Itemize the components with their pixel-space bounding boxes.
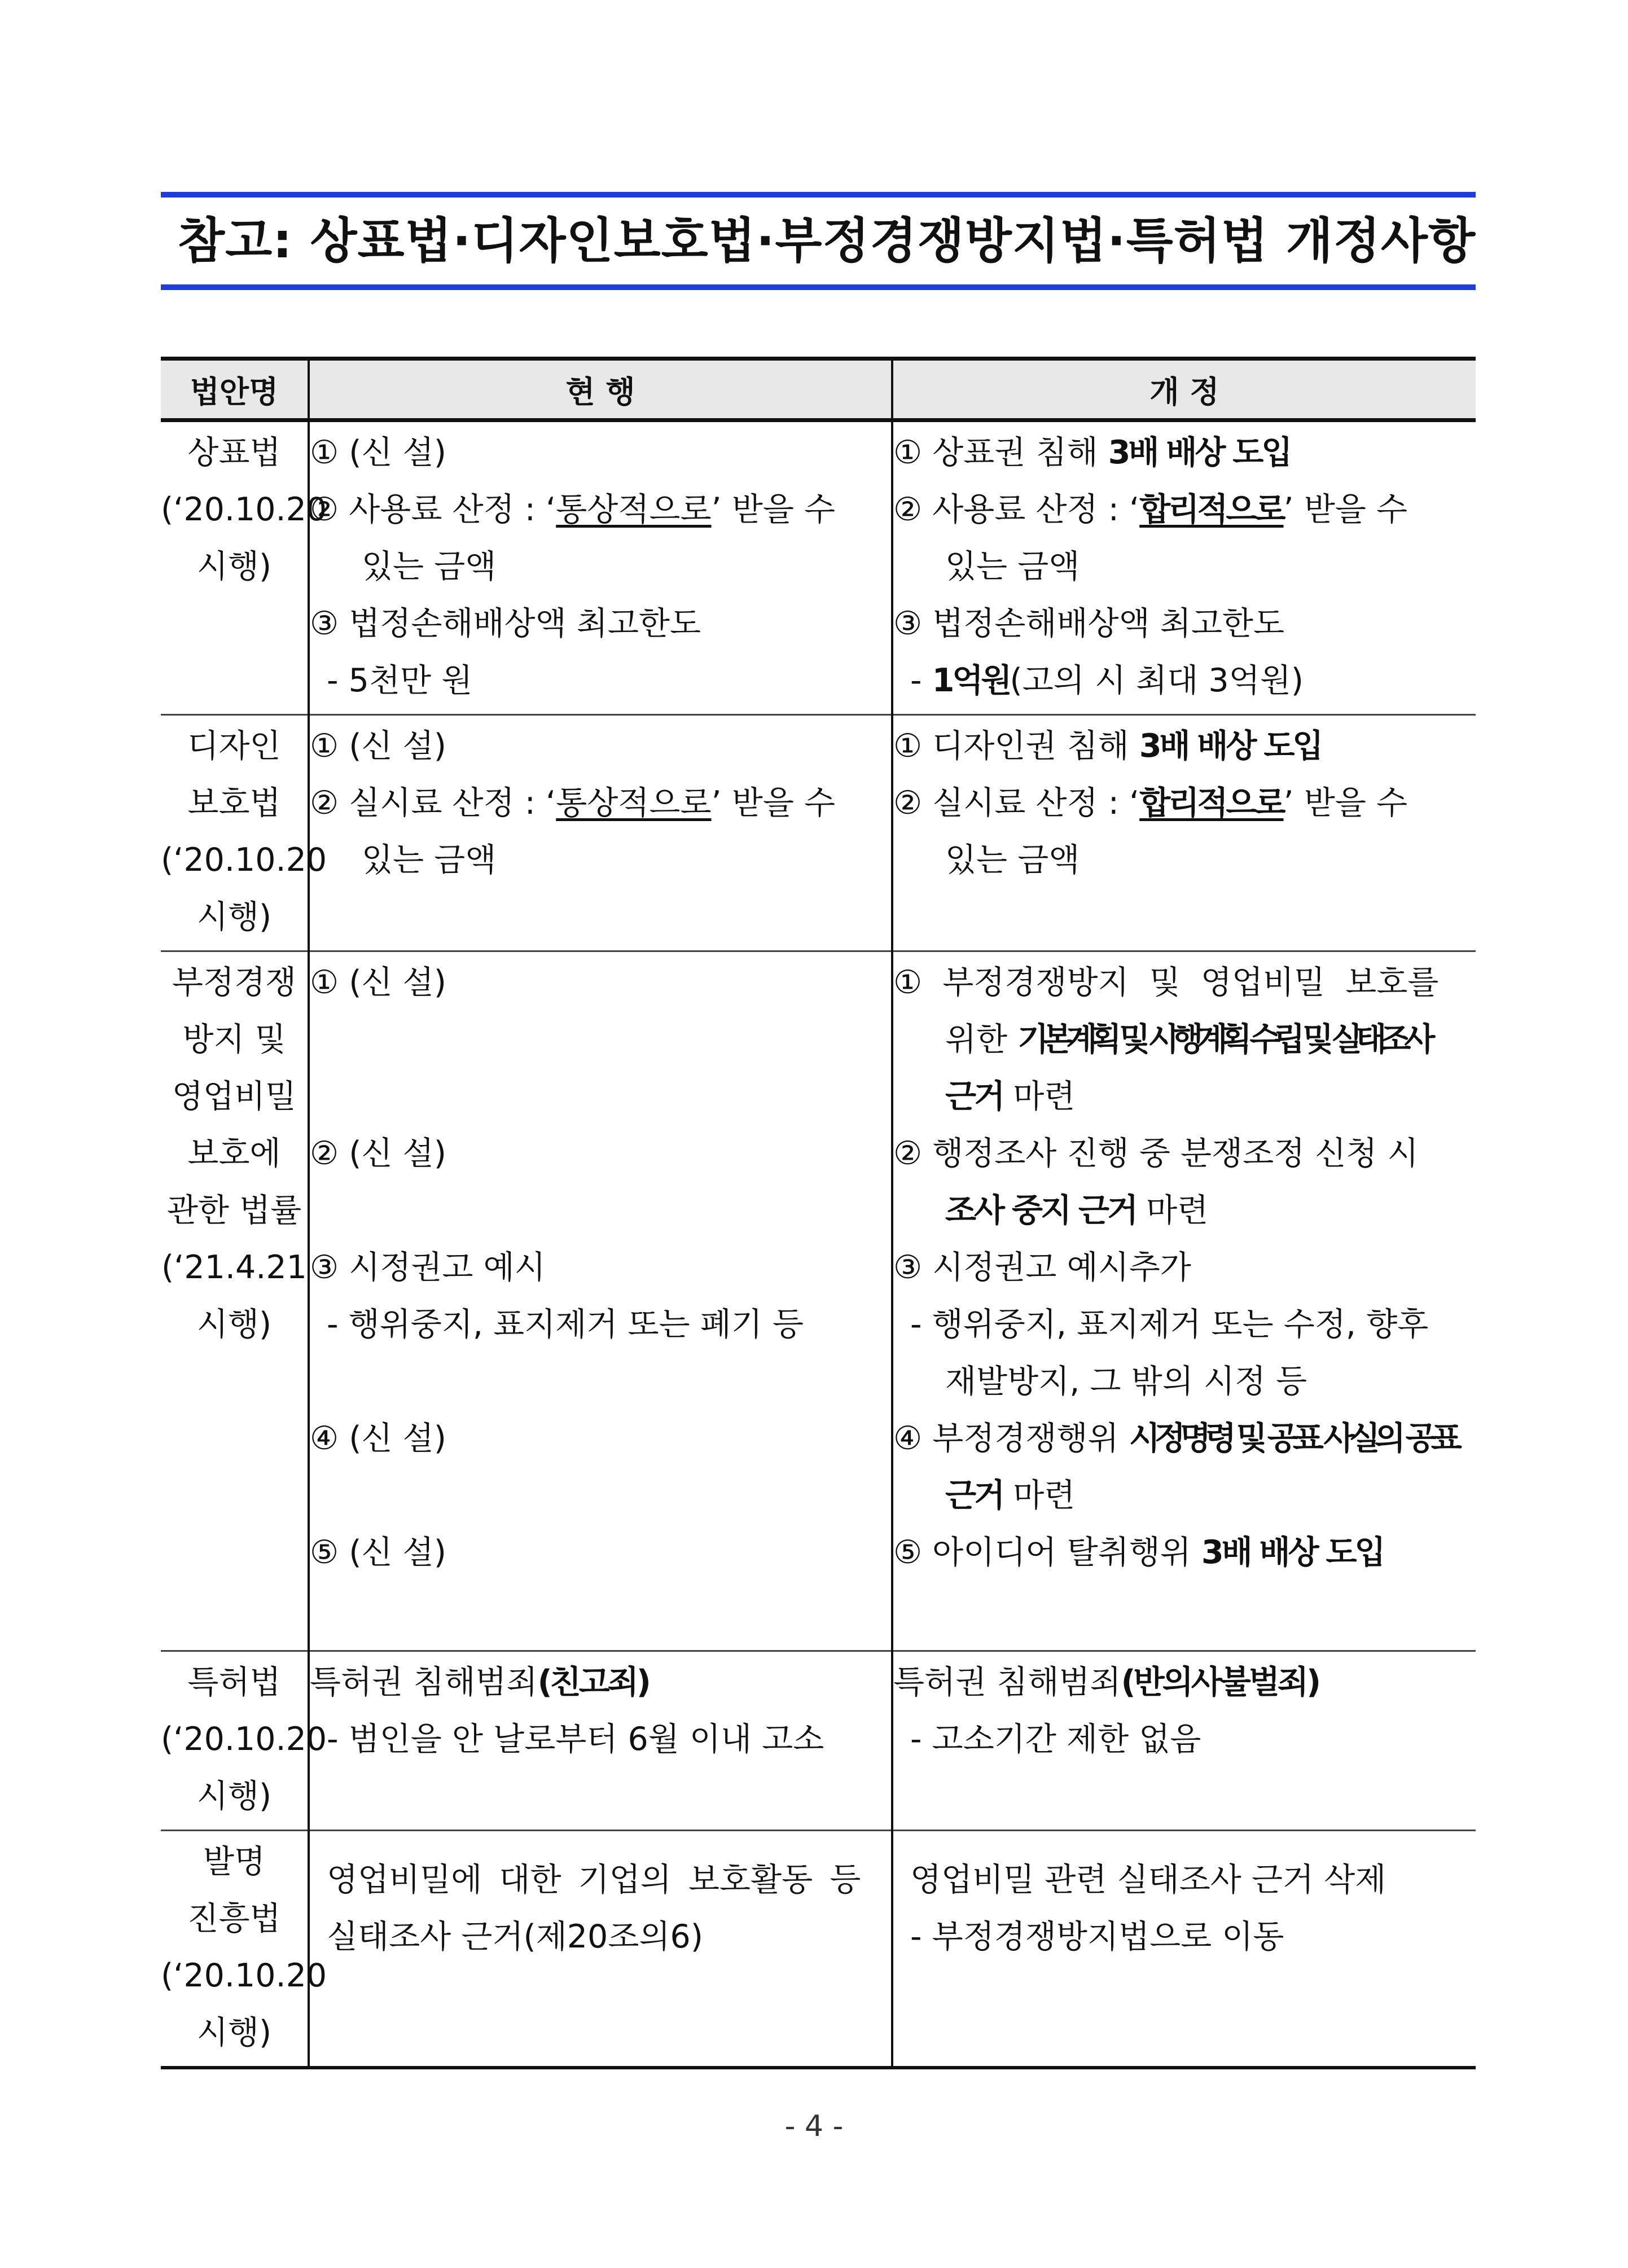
- title-rule-top: [161, 192, 1476, 198]
- revised-unfair-competition: ① 부정경쟁방지 및 영업비밀 보호를 위한 기본계획 및 시행계획 수립 및 실태조사 근거 마련 ② 행정조사 진행 중 분쟁조정 신청 시 조사 중지 근거 마련 ③ 시정권고 예시추가 - 행위중지, 표지제거 또는 수정, 향후 재발방지, 그 밖의 시정 등 ④ 부정경쟁행위 시정명령 및 공표 사실의 공표 근거 마련 ⑤ 아이디어 탈취행위 3배 배상 도입: [892, 951, 1476, 1651]
- header-current: 현 행: [309, 359, 892, 420]
- page-title: 참고: 상표법·디자인보호법·부정경쟁방지법·특허법 개정사항: [178, 213, 1476, 269]
- header-revised: 개 정: [892, 359, 1476, 420]
- revised-design: ① 디자인권 침해 3배 배상 도입 ② 실시료 산정 : ‘합리적으로’ 받을 수 있는 금액: [892, 715, 1476, 951]
- table-row-trademark: [161, 420, 1476, 715]
- current-invention-promotion: 영업비밀에 대한 기업의 보호활동 등 실태조사 근거(제20조의6): [309, 1831, 892, 2068]
- current-design: ① (신 설) ② 실시료 산정 : ‘통상적으로’ 받을 수 있는 금액: [309, 715, 892, 951]
- table-row-invention-promotion: [161, 1831, 1476, 2068]
- table-row-patent: [161, 1651, 1476, 1831]
- title-rule-bottom: [161, 284, 1476, 290]
- current-trademark: ① (신 설) ② 사용료 산정 : ‘통상적으로’ 받을 수 있는 금액 ③ 법정손해배상액 최고한도 - 5천만 원: [309, 420, 892, 715]
- law-name-design: 디자인 보호법 (‘20.10.20 시행): [161, 715, 309, 951]
- current-unfair-competition: ① (신 설) ② (신 설) ③ 시정권고 예시 - 행위중지, 표지제거 또는 폐기 등 ④ (신 설) ⑤ (신 설): [309, 951, 892, 1651]
- law-name-trademark: 상표법 (‘20.10.20 시행): [161, 420, 309, 715]
- revised-invention-promotion: 영업비밀 관련 실태조사 근거 삭제 - 부정경쟁방지법으로 이동: [892, 1831, 1476, 2068]
- revised-trademark: ① 상표권 침해 3배 배상 도입 ② 사용료 산정 : ‘합리적으로’ 받을 수 있는 금액 ③ 법정손해배상액 최고한도 - 1억원(고의 시 최대 3억원): [892, 420, 1476, 715]
- table-header-row: [161, 359, 1476, 420]
- table-row-design: [161, 715, 1476, 951]
- law-name-patent: 특허법 (‘20.10.20 시행): [161, 1651, 309, 1831]
- header-law-name: 법안명: [161, 359, 309, 420]
- law-amendment-table: [161, 357, 1476, 2069]
- page-number: - 4 -: [784, 2109, 844, 2143]
- title-block: [161, 192, 1476, 290]
- revised-patent: 특허권 침해범죄(반의사불벌죄) - 고소기간 제한 없음: [892, 1651, 1476, 1831]
- current-patent: 특허권 침해범죄(친고죄) - 범인을 안 날로부터 6월 이내 고소: [309, 1651, 892, 1831]
- law-name-unfair-competition: 부정경쟁 방지 및 영업비밀 보호에 관한 법률 (‘21.4.21 시행): [161, 951, 309, 1651]
- law-name-invention-promotion: 발명 진흥법 (‘20.10.20 시행): [161, 1831, 309, 2068]
- table-row-unfair-competition: [161, 951, 1476, 1651]
